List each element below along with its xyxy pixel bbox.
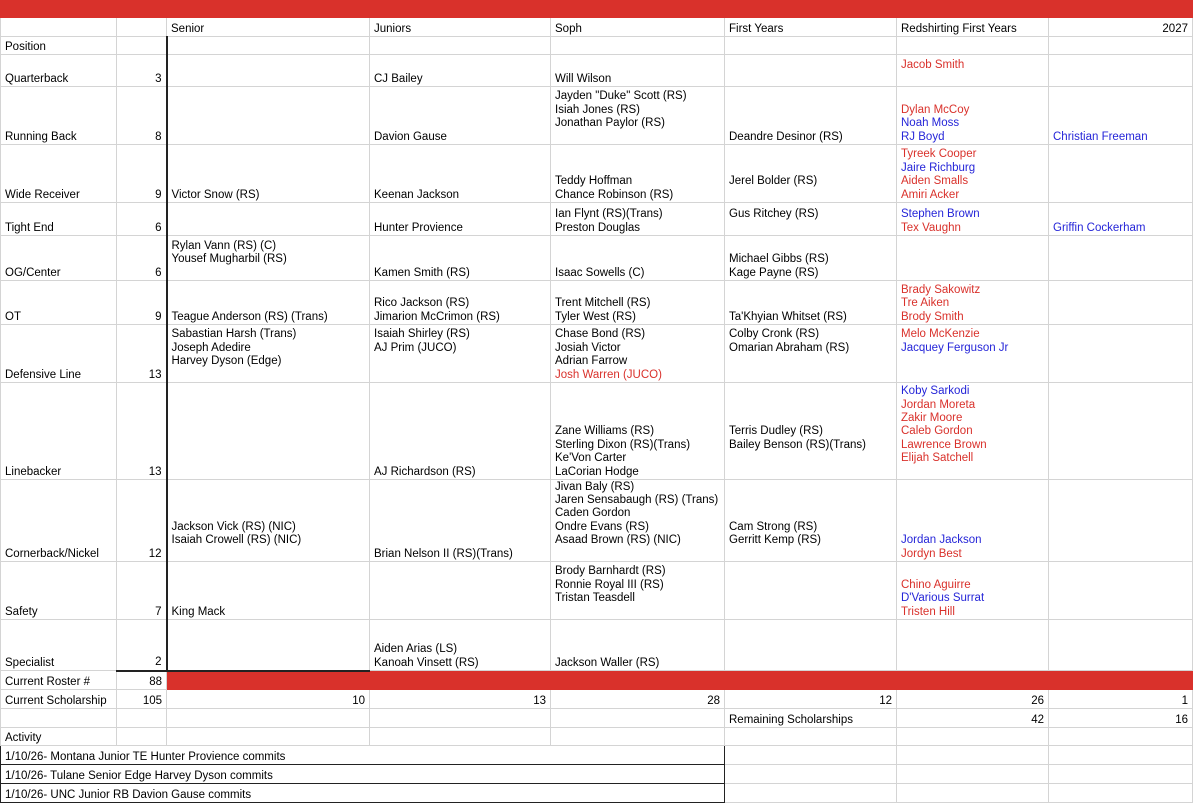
player-name: Adrian Farrow: [555, 355, 628, 368]
player-name: Jackson Vick (RS) (NIC): [171, 520, 296, 533]
position-count-cell[interactable]: 6: [117, 236, 167, 281]
player-name: Isiah Jones (RS): [555, 103, 641, 116]
roster-cell-soph[interactable]: [551, 203, 725, 236]
position-row: [1, 562, 1193, 620]
player-name: Jerel Bolder (RS): [729, 175, 818, 188]
roster-cell-redshirt[interactable]: [897, 480, 1049, 562]
player-name: Koby Sarkodi: [901, 385, 970, 398]
player-name: LaCorian Hodge: [555, 465, 639, 478]
player-name: Sterling Dixon (RS)(Trans): [555, 438, 691, 451]
player-name: [729, 452, 892, 465]
player-name: Melo McKenzie: [901, 328, 980, 341]
position-cell[interactable]: Cornerback/Nickel: [1, 480, 117, 562]
position-row: [1, 203, 1193, 236]
player-name: Brady Sakowitz: [901, 283, 981, 296]
player-name: [555, 131, 720, 144]
roster-cell-first[interactable]: [725, 383, 897, 480]
roster-cell-soph[interactable]: [551, 325, 725, 383]
player-name: [729, 189, 892, 202]
position-count-cell[interactable]: 6: [117, 203, 167, 236]
player-name: Elijah Satchell: [901, 452, 974, 465]
player-name: [901, 369, 1044, 382]
roster-cell-first[interactable]: [725, 281, 897, 325]
player-name: [555, 606, 720, 619]
player-name: [729, 548, 892, 561]
player-name: Michael Gibbs (RS): [729, 253, 829, 266]
roster-cell-redshirt[interactable]: [897, 145, 1049, 203]
player-name: Josiah Victor: [555, 341, 621, 354]
player-name: Ronnie Royal III (RS): [555, 578, 664, 591]
player-name: Noah Moss: [901, 117, 960, 130]
roster-cell-redshirt[interactable]: [897, 562, 1049, 620]
player-name: [901, 355, 1044, 368]
remaining-2027[interactable]: 16: [1049, 709, 1193, 728]
red-header-bar: [1, 1, 1193, 18]
player-name: Lawrence Brown: [901, 438, 987, 451]
scholarship-senior[interactable]: 10: [167, 690, 370, 709]
roster-cell-senior[interactable]: [167, 145, 370, 203]
scholarship-total[interactable]: 105: [117, 690, 167, 709]
player-name: Zane Williams (RS): [555, 425, 655, 438]
roster-cell-y2027[interactable]: [1049, 562, 1193, 620]
player-name: [729, 222, 892, 235]
roster-cell-first[interactable]: [725, 325, 897, 383]
col-header-first-years[interactable]: First Years: [725, 18, 897, 37]
player-name: [374, 355, 546, 368]
player-name: Tex Vaughn: [901, 221, 961, 234]
roster-cell-y2027[interactable]: [1049, 236, 1193, 281]
roster-cell-senior[interactable]: [167, 281, 370, 325]
player-name: Griffin Cockerham: [1053, 221, 1146, 234]
scholarship-first-years[interactable]: 12: [725, 690, 897, 709]
position-row: [1, 236, 1193, 281]
roster-cell-y2027[interactable]: [1049, 145, 1193, 203]
player-name: Jordan Moreta: [901, 398, 976, 411]
roster-cell-first[interactable]: [725, 236, 897, 281]
position-cell[interactable]: OG/Center: [1, 236, 117, 281]
roster-cell-redshirt[interactable]: [897, 325, 1049, 383]
player-name: Yousef Mugharbil (RS): [171, 253, 287, 266]
player-name: Tyreek Cooper: [901, 148, 977, 161]
player-name: D'Various Surrat: [901, 592, 985, 605]
player-name: Jimarion McCrimon (RS): [374, 310, 500, 323]
roster-cell-redshirt[interactable]: [897, 236, 1049, 281]
player-name: RJ Boyd: [901, 130, 945, 143]
roster-cell-juniors[interactable]: [370, 55, 551, 87]
roster-value[interactable]: 88: [117, 671, 167, 690]
remaining-redshirt[interactable]: 42: [897, 709, 1049, 728]
position-row: [1, 55, 1193, 87]
player-name: Zakir Moore: [901, 411, 963, 424]
roster-cell-juniors[interactable]: [370, 236, 551, 281]
player-name: Kanoah Vinsett (RS): [374, 656, 479, 669]
player-name: Brian Nelson II (RS)(Trans): [374, 547, 513, 560]
activity-row: [1, 765, 1193, 784]
roster-cell-redshirt[interactable]: [897, 203, 1049, 236]
player-name: Jordan Jackson: [901, 534, 982, 547]
roster-cell-redshirt[interactable]: [897, 281, 1049, 325]
player-name: Jackson Waller (RS): [555, 656, 660, 669]
position-cell[interactable]: Tight End: [1, 203, 117, 236]
player-name: [374, 369, 546, 382]
roster-cell-y2027[interactable]: [1049, 203, 1193, 236]
column-header-row: [1, 18, 1193, 37]
player-name: Josh Warren (JUCO): [555, 368, 662, 381]
player-name: Tyler West (RS): [555, 310, 636, 323]
player-name: Dylan McCoy: [901, 103, 970, 116]
player-name: Christian Freeman: [1053, 130, 1148, 143]
player-name: Preston Douglas: [555, 221, 641, 234]
player-name: Tre Aiken: [901, 297, 950, 310]
player-name: Chase Bond (RS): [555, 328, 646, 341]
roster-cell-soph[interactable]: [551, 236, 725, 281]
position-count-cell[interactable]: 12: [117, 480, 167, 562]
roster-cell-first[interactable]: [725, 87, 897, 145]
player-name: Trent Mitchell (RS): [555, 297, 651, 310]
position-count-cell[interactable]: 8: [117, 87, 167, 145]
player-name: [729, 369, 892, 382]
roster-cell-first[interactable]: [725, 203, 897, 236]
player-name: Tristen Hill: [901, 605, 955, 618]
player-name: [172, 369, 366, 382]
position-row: [1, 620, 1193, 671]
roster-cell-soph[interactable]: [551, 281, 725, 325]
player-name: Rylan Vann (RS) (C): [171, 239, 277, 252]
roster-cell-y2027[interactable]: [1049, 281, 1193, 325]
roster-cell-redshirt[interactable]: [897, 620, 1049, 671]
activity-item[interactable]: 1/10/26- UNC Junior RB Davion Gause commits: [1, 784, 725, 803]
position-cell[interactable]: Safety: [1, 562, 117, 620]
roster-total-row: [1, 671, 1193, 690]
roster-cell-y2027[interactable]: [1049, 480, 1193, 562]
position-cell[interactable]: Wide Receiver: [1, 145, 117, 203]
player-name: [555, 548, 720, 561]
player-name: [172, 267, 366, 280]
col-header-juniors[interactable]: Juniors: [370, 18, 551, 37]
player-name: Rico Jackson (RS): [374, 297, 470, 310]
player-name: Ke'Von Carter: [555, 452, 627, 465]
player-name: [172, 548, 366, 561]
roster-label[interactable]: Current Roster #: [1, 671, 117, 690]
roster-cell-senior[interactable]: [167, 383, 370, 480]
position-count-cell[interactable]: 9: [117, 145, 167, 203]
roster-cell-senior[interactable]: [167, 325, 370, 383]
player-name: [729, 466, 892, 479]
roster-cell-soph[interactable]: [551, 55, 725, 87]
scholarship-juniors[interactable]: 13: [370, 690, 551, 709]
player-name: Jacob Smith: [901, 59, 965, 72]
position-count-cell[interactable]: 7: [117, 562, 167, 620]
player-name: Teddy Hoffman: [555, 175, 633, 188]
roster-cell-senior[interactable]: [167, 55, 370, 87]
player-name: Caden Gordon: [555, 507, 631, 520]
scholarship-2027[interactable]: 1: [1049, 690, 1193, 709]
player-name: Jordyn Best: [901, 547, 962, 560]
player-name: Deandre Desinor (RS): [729, 130, 843, 143]
player-name: Aiden Smalls: [901, 175, 969, 188]
position-row: [1, 87, 1193, 145]
player-name: Chance Robinson (RS): [555, 188, 674, 201]
player-name: AJ Prim (JUCO): [374, 341, 457, 354]
roster-cell-soph[interactable]: [551, 620, 725, 671]
player-name: Ian Flynt (RS)(Trans): [555, 208, 663, 221]
position-count-cell[interactable]: 2: [117, 620, 167, 671]
player-name: Jaren Sensabaugh (RS) (Trans): [555, 493, 719, 506]
player-name: CJ Bailey: [374, 72, 423, 85]
player-name: Jayden "Duke" Scott (RS): [555, 90, 687, 103]
player-name: Joseph Adedire: [171, 341, 251, 354]
roster-cell-first[interactable]: [725, 55, 897, 87]
col-header-soph[interactable]: Soph: [551, 18, 725, 37]
player-name: Jonathan Paylor (RS): [555, 117, 665, 130]
player-name: Hunter Provience: [374, 221, 463, 234]
activity-label-row: [1, 728, 1193, 746]
player-name: Ondre Evans (RS): [555, 520, 649, 533]
position-label[interactable]: Position: [1, 37, 117, 55]
roster-cell-soph[interactable]: [551, 145, 725, 203]
position-row: [1, 281, 1193, 325]
col-header-2027[interactable]: 2027: [1049, 18, 1193, 37]
player-name: Isaiah Crowell (RS) (NIC): [171, 534, 302, 547]
player-name: Jivan Baly (RS): [555, 480, 635, 493]
player-name: Caleb Gordon: [901, 425, 973, 438]
roster-cell-juniors[interactable]: [370, 620, 551, 671]
roster-cell-juniors[interactable]: [370, 325, 551, 383]
roster-cell-soph[interactable]: [551, 87, 725, 145]
player-name: Teague Anderson (RS) (Trans): [171, 310, 328, 323]
player-name: King Mack: [171, 605, 226, 618]
player-name: Brody Barnhardt (RS): [555, 565, 666, 578]
player-name: Kage Payne (RS): [729, 266, 819, 279]
roster-cell-redshirt[interactable]: [897, 55, 1049, 87]
player-name: Asaad Brown (RS) (NIC): [555, 534, 681, 547]
roster-cell-soph[interactable]: [551, 480, 725, 562]
player-name: Harvey Dyson (Edge): [171, 355, 282, 368]
position-count-cell[interactable]: 13: [117, 383, 167, 480]
col-header-redshirting-first-years[interactable]: Redshirting First Years: [897, 18, 1049, 37]
roster-cell-first[interactable]: [725, 145, 897, 203]
roster-cell-juniors[interactable]: [370, 480, 551, 562]
player-name: [729, 355, 892, 368]
activity-item[interactable]: 1/10/26- Tulane Senior Edge Harvey Dyson commits: [1, 765, 725, 784]
position-cell[interactable]: Defensive Line: [1, 325, 117, 383]
scholarship-label[interactable]: Current Scholarship: [1, 690, 117, 709]
player-name: Victor Snow (RS): [171, 188, 260, 201]
roster-cell-soph[interactable]: [551, 562, 725, 620]
player-name: Cam Strong (RS): [729, 520, 818, 533]
player-name: Keenan Jackson: [374, 188, 460, 201]
player-name: Ta'Khyian Whitset (RS): [729, 310, 847, 323]
roster-cell-first[interactable]: [725, 562, 897, 620]
position-cell[interactable]: Linebacker: [1, 383, 117, 480]
player-name: Bailey Benson (RS)(Trans): [729, 438, 866, 451]
roster-cell-y2027[interactable]: [1049, 325, 1193, 383]
roster-cell-soph[interactable]: [551, 383, 725, 480]
player-name: Isaac Sowells (C): [555, 266, 645, 279]
activity-row: [1, 784, 1193, 803]
position-cell[interactable]: Specialist: [1, 620, 117, 671]
player-name: Gerritt Kemp (RS): [729, 534, 822, 547]
roster-cell-senior[interactable]: [167, 562, 370, 620]
position-cell[interactable]: Running Back: [1, 87, 117, 145]
roster-cell-redshirt[interactable]: [897, 87, 1049, 145]
player-name: Amiri Acker: [901, 188, 960, 201]
player-name: Colby Cronk (RS): [729, 328, 820, 341]
position-label-row: [1, 37, 1193, 55]
remaining-row: [1, 709, 1193, 728]
activity-item[interactable]: 1/10/26- Montana Junior TE Hunter Provience commits: [1, 746, 725, 765]
roster-cell-juniors[interactable]: [370, 145, 551, 203]
roster-cell-senior[interactable]: [167, 236, 370, 281]
player-name: Jaire Richburg: [901, 161, 976, 174]
roster-cell-senior[interactable]: [167, 480, 370, 562]
player-name: [901, 466, 1044, 479]
player-name: Tristan Teasdell: [555, 592, 635, 605]
remaining-label[interactable]: Remaining Scholarships: [725, 709, 897, 728]
player-name: Terris Dudley (RS): [729, 425, 823, 438]
roster-cell-y2027[interactable]: [1049, 55, 1193, 87]
player-name: [901, 73, 1044, 86]
position-count-cell[interactable]: 13: [117, 325, 167, 383]
player-name: Sabastian Harsh (Trans): [171, 328, 297, 341]
position-count-cell[interactable]: 3: [117, 55, 167, 87]
player-name: Brody Smith: [901, 310, 964, 323]
roster-cell-first[interactable]: [725, 480, 897, 562]
roster-cell-senior[interactable]: [167, 87, 370, 145]
player-name: Chino Aguirre: [901, 578, 971, 591]
scholarship-redshirt[interactable]: 26: [897, 690, 1049, 709]
position-count-cell[interactable]: 9: [117, 281, 167, 325]
roster-cell-first[interactable]: [725, 620, 897, 671]
position-row: [1, 383, 1193, 480]
position-row: [1, 145, 1193, 203]
position-row: [1, 325, 1193, 383]
roster-cell-juniors[interactable]: [370, 281, 551, 325]
player-name: Omarian Abraham (RS): [729, 341, 850, 354]
player-name: Jacquey Ferguson Jr: [901, 341, 1009, 354]
scholarship-soph[interactable]: 28: [551, 690, 725, 709]
roster-cell-y2027[interactable]: [1049, 620, 1193, 671]
player-name: AJ Richardson (RS): [374, 465, 476, 478]
player-name: Kamen Smith (RS): [374, 266, 470, 279]
roster-cell-redshirt[interactable]: [897, 383, 1049, 480]
position-cell[interactable]: OT: [1, 281, 117, 325]
player-name: Aiden Arias (LS): [374, 643, 458, 656]
roster-cell-senior[interactable]: [167, 620, 370, 671]
roster-cell-juniors[interactable]: [370, 562, 551, 620]
player-name: Gus Ritchey (RS): [729, 208, 819, 221]
roster-cell-juniors[interactable]: [370, 203, 551, 236]
roster-cell-juniors[interactable]: [370, 87, 551, 145]
roster-cell-senior[interactable]: [167, 203, 370, 236]
roster-cell-juniors[interactable]: [370, 383, 551, 480]
position-row: [1, 480, 1193, 562]
activity-row: [1, 746, 1193, 765]
scholarship-row: [1, 690, 1193, 709]
col-header-senior[interactable]: Senior: [167, 18, 370, 37]
position-cell[interactable]: Quarterback: [1, 55, 117, 87]
player-name: Will Wilson: [555, 72, 612, 85]
roster-cell-y2027[interactable]: [1049, 383, 1193, 480]
roster-cell-y2027[interactable]: [1049, 87, 1193, 145]
player-name: Davion Gause: [374, 130, 447, 143]
player-name: Stephen Brown: [901, 208, 980, 221]
activity-label[interactable]: Activity: [1, 728, 117, 746]
player-name: Isaiah Shirley (RS): [374, 328, 470, 341]
